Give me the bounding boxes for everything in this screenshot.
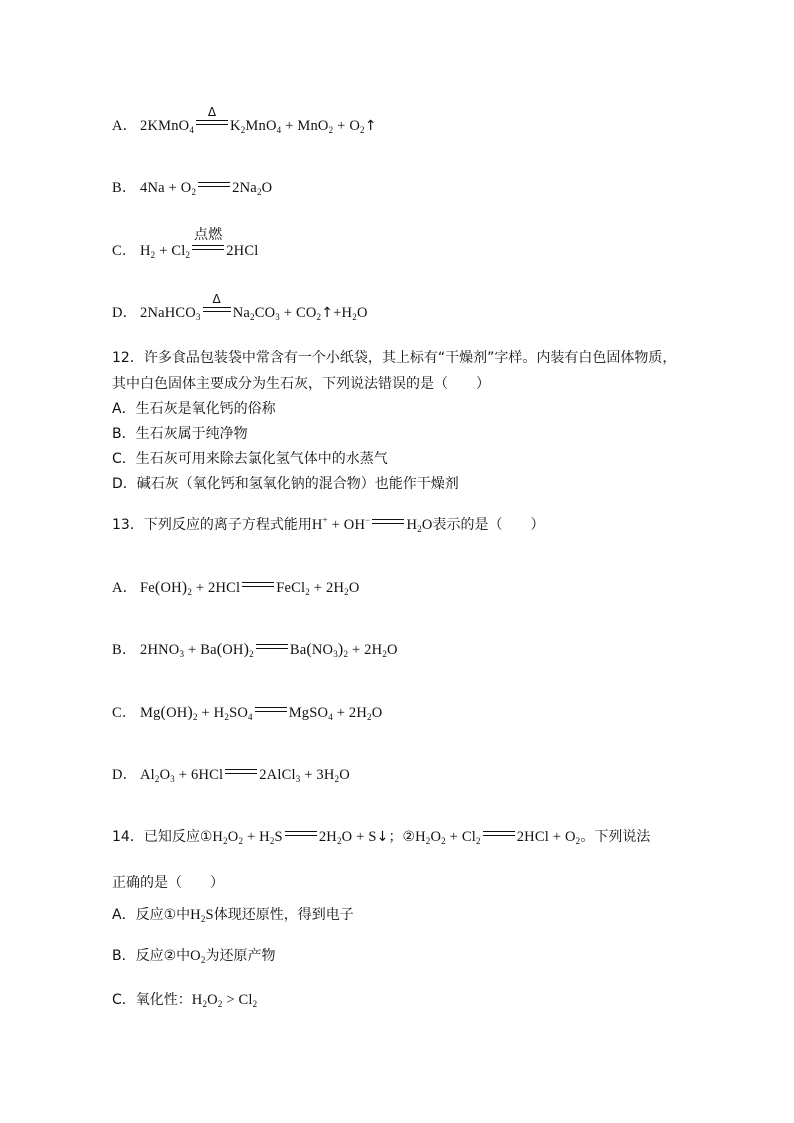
q14-option-a: A．反应①中$H_2S$体现还原性，得到电子 [112, 907, 354, 924]
q12-stem-line1: 12．许多食品包装袋中常含有一个小纸袋，其上标有“干燥剂”字样。内装有白色固体物质， [112, 350, 677, 366]
q12-stem-line2: 其中白色固体主要成分为生石灰，下列说法错误的是（ ） [112, 376, 490, 392]
q12-option-d: D．碱石灰（氧化钙和氢氧化钠的混合物）也能作干燥剂 [112, 476, 459, 492]
q14-stem-line2: 正确的是（ ） [112, 875, 224, 891]
q12-option-a: A．生石灰是氧化钙的俗称 [112, 401, 276, 417]
q13-option-a: A． $Fe(OH)_2 + 2HCl$ FeCl$_2$ + $2H_2O$ [112, 579, 360, 597]
q14-option-b: B．反应②中$O_2$为还原产物 [112, 948, 276, 965]
q12-option-c: C．生石灰可用来除去氯化氢气体中的水蒸气 [112, 451, 388, 467]
q11-option-d: D． 2NaHCO$_3$ Δ $Na_2CO_3$ + $CO_2↑+H_2O$ [112, 292, 368, 322]
q13-option-c: C． $Mg(OH)_2 + H_2SO_4$ MgSO$_4$ + $2H_2O$ [112, 704, 383, 722]
q14-option-c: C．氧化性：$H_2O_2 > Cl_2$ [112, 992, 258, 1009]
q11-option-c: C． $H_2 + Cl_2$ 点燃 2HCl [112, 227, 259, 260]
q12-option-b: B．生石灰属于纯净物 [112, 426, 248, 442]
q11-option-b: B． $4Na + O_2$ $2Na_2O$ [112, 180, 273, 197]
q14-stem-line1: 14．已知反应$①H_2O_2 + H_2S$ $2H_2O$ + S↓；$②H_2O_2 + Cl_2$ $2HCl + O_2$。下列说法 [112, 829, 651, 846]
q13-option-b: B． $2HNO_3 + Ba(OH)_2$ $Ba(NO_3)_2 + 2H_2O$ [112, 641, 398, 659]
q13-stem: 13．下列反应的离子方程式能用H+ + OH− $H_2O$表示的是（ ） [112, 515, 545, 534]
q13-option-d: D． $Al_2O_3 + 6HCl$ 2AlCl$_3$ + $3H_2O$ [112, 767, 350, 784]
q11-option-a: A． 2KMnO$_4$ Δ $K_2MnO_4 + MnO_2$ + $O_2↑$ [112, 105, 377, 135]
